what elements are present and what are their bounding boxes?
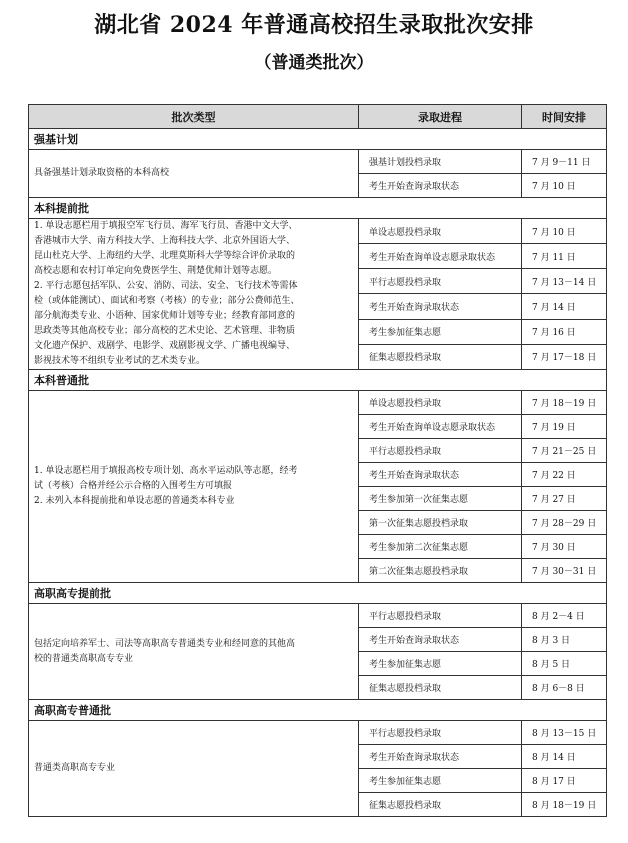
admission-step: 平行志愿投档录取 [359, 604, 522, 628]
schedule-time: 7 月 27 日 [522, 487, 607, 511]
schedule-time: 7 月 16 日 [522, 319, 607, 344]
admission-step: 考生开始查询录取状态 [359, 174, 522, 198]
schedule-time: 7 月 28－29 日 [522, 511, 607, 535]
description-line: 包括定向培养军士、司法等高职高专普通类专业和经同意的其他高 [34, 638, 296, 649]
batch-description [29, 391, 359, 583]
admission-step: 考生开始查询单设志愿录取状态 [359, 415, 522, 439]
admission-step: 考生参加第二次征集志愿 [359, 535, 522, 559]
description-line: 部分航海类专业、小语种、国家优师计划等专业；经教育部同意的 [34, 311, 296, 321]
admission-step: 单设志愿投档录取 [359, 391, 522, 415]
schedule-time: 8 月 18－19 日 [522, 793, 607, 817]
admission-step: 考生参加第一次征集志愿 [359, 487, 522, 511]
table-row [29, 150, 607, 174]
section-title: 强基计划 [29, 129, 607, 150]
description-line: 2. 未列入本科提前批和单设志愿的普通类本科专业 [34, 496, 235, 506]
section-header-row [29, 198, 607, 219]
header-progress: 录取进程 [359, 105, 522, 129]
admission-step: 征集志愿投档录取 [359, 793, 522, 817]
header-batch-type: 批次类型 [29, 105, 359, 129]
admission-step: 平行志愿投档录取 [359, 439, 522, 463]
description-line: 1. 单设志愿栏用于填报高校专项计划、高水平运动队等志愿，经考 [34, 466, 298, 476]
table-header-row [29, 105, 607, 129]
section-title: 高职高专提前批 [29, 583, 607, 604]
description-line: 香港城市大学、南方科技大学、上海科技大学、北京外国语大学、 [34, 236, 296, 246]
description-line: 校的普通类高职高专专业 [34, 653, 134, 664]
admission-step: 单设志愿投档录取 [359, 219, 522, 244]
schedule-time: 8 月 13－15 日 [522, 721, 607, 745]
schedule-time: 7 月 21－25 日 [522, 439, 607, 463]
page-title: 湖北省 2024 年普通高校招生录取批次安排 [94, 12, 534, 38]
admission-step: 第二次征集志愿投档录取 [359, 559, 522, 583]
description-line: 思政类等其他高校专业；部分高校的艺术史论、艺术管理、非物质 [34, 326, 296, 336]
description-line: 检（或体能测试）、面试和考察（考核）的专业；部分公费师范生、 [34, 296, 300, 306]
description-line: 2. 平行志愿包括军队、公安、消防、司法、安全、飞行技术等需体 [34, 281, 298, 291]
schedule-time: 7 月 10 日 [522, 219, 607, 244]
batch-description [29, 150, 359, 198]
schedule-time: 7 月 10 日 [522, 174, 607, 198]
admission-step: 平行志愿投档录取 [359, 269, 522, 294]
schedule-time: 8 月 2－4 日 [522, 604, 607, 628]
header-time: 时间安排 [522, 105, 607, 129]
schedule-time: 8 月 3 日 [522, 628, 607, 652]
section-header-row [29, 700, 607, 721]
batch-description [29, 721, 359, 817]
admission-step: 考生开始查询单设志愿录取状态 [359, 244, 522, 269]
table-row [29, 391, 607, 415]
batch-description [29, 604, 359, 700]
admission-step: 第一次征集志愿投档录取 [359, 511, 522, 535]
description-line: 文化遗产保护、戏剧学、电影学、戏剧影视文学、广播电视编导、 [34, 341, 296, 351]
schedule-time: 8 月 6－8 日 [522, 676, 607, 700]
section-header-row [29, 129, 607, 150]
description-line: 1. 单设志愿栏用于填报空军飞行员、海军飞行员、香港中文大学、 [34, 221, 298, 231]
table-row [29, 604, 607, 628]
batch-description [29, 219, 359, 370]
schedule-time: 7 月 17－18 日 [522, 344, 607, 369]
description-line: 试（考核）合格并经公示合格的入围考生方可填报 [34, 481, 233, 491]
section-title: 本科提前批 [29, 198, 607, 219]
admission-step: 考生参加征集志愿 [359, 319, 522, 344]
schedule-time: 7 月 9－11 日 [522, 150, 607, 174]
admission-step: 征集志愿投档录取 [359, 676, 522, 700]
section-header-row [29, 370, 607, 391]
section-header-row [29, 583, 607, 604]
description-line: 普通类高职高专专业 [34, 763, 116, 773]
admission-step: 考生参加征集志愿 [359, 769, 522, 793]
schedule-time: 7 月 11 日 [522, 244, 607, 269]
schedule-time: 7 月 14 日 [522, 294, 607, 319]
table-row [29, 219, 607, 244]
admission-step: 平行志愿投档录取 [359, 721, 522, 745]
page-subtitle: （普通类批次） [254, 53, 374, 73]
admission-step: 考生开始查询录取状态 [359, 745, 522, 769]
table-row [29, 721, 607, 745]
schedule-time: 7 月 19 日 [522, 415, 607, 439]
admission-step: 考生开始查询录取状态 [359, 294, 522, 319]
schedule-table [28, 104, 607, 817]
admission-step: 考生开始查询录取状态 [359, 628, 522, 652]
admission-step: 考生开始查询录取状态 [359, 463, 522, 487]
schedule-time: 8 月 14 日 [522, 745, 607, 769]
description-line: 昆山杜克大学、上海纽约大学、北理莫斯科大学等综合评价录取的 [34, 251, 296, 261]
admission-step: 考生参加征集志愿 [359, 652, 522, 676]
schedule-time: 8 月 5 日 [522, 652, 607, 676]
description-line: 具备强基计划录取资格的本科高校 [34, 168, 170, 178]
schedule-time: 7 月 13－14 日 [522, 269, 607, 294]
section-title: 本科普通批 [29, 370, 607, 391]
admission-step: 强基计划投档录取 [359, 150, 522, 174]
schedule-time: 7 月 30 日 [522, 535, 607, 559]
admission-step: 征集志愿投档录取 [359, 344, 522, 369]
schedule-time: 8 月 17 日 [522, 769, 607, 793]
description-line: 影视技术等不组织专业考试的艺术类专业。 [34, 356, 206, 366]
schedule-time: 7 月 30－31 日 [522, 559, 607, 583]
table-body [29, 129, 607, 817]
schedule-time: 7 月 22 日 [522, 463, 607, 487]
description-line: 高校志愿和农村订单定向免费医学生、荆楚优师计划等志愿。 [34, 266, 278, 276]
schedule-time: 7 月 18－19 日 [522, 391, 607, 415]
section-title: 高职高专普通批 [29, 700, 607, 721]
